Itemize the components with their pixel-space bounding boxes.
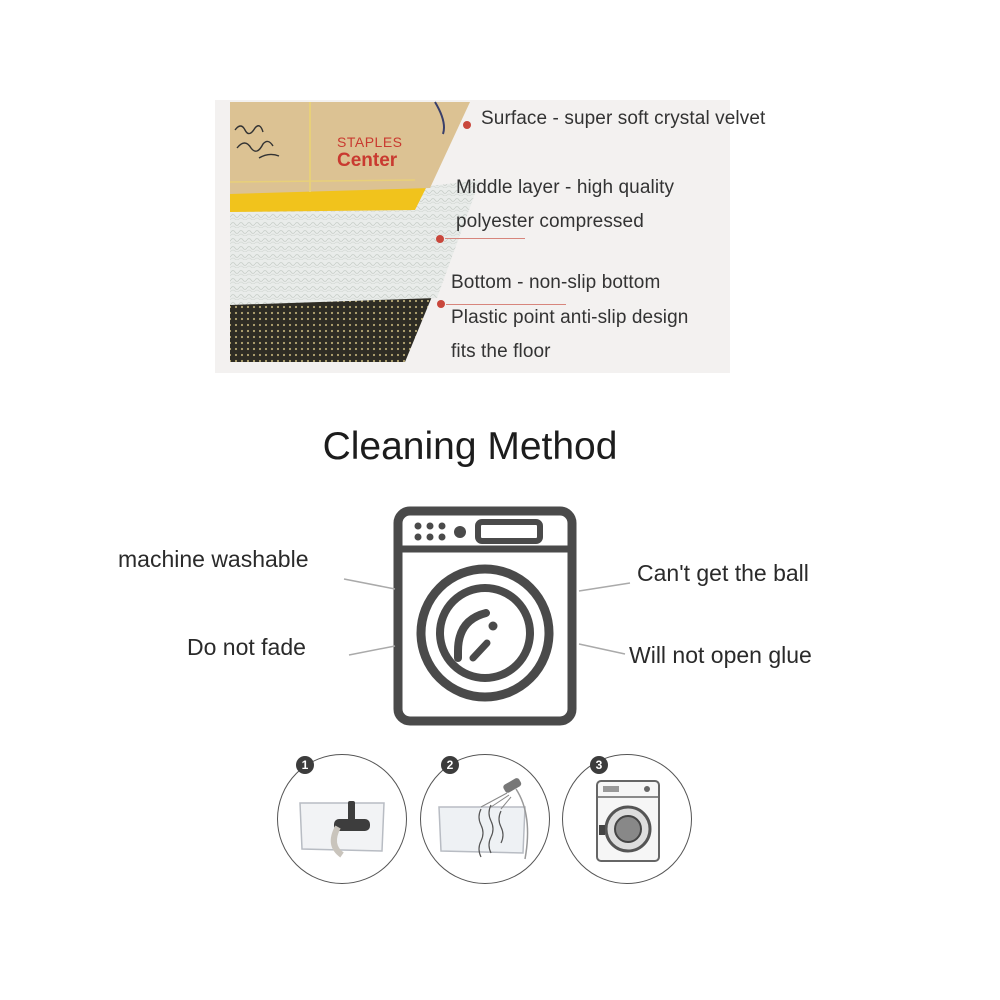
surface-dot — [463, 121, 471, 129]
step-1-circle — [277, 754, 407, 884]
step-2-circle — [420, 754, 550, 884]
brand-line-center: Center — [337, 150, 398, 171]
bottom-label-line2: Plastic point anti-slip design — [451, 307, 689, 328]
connector-line — [575, 640, 630, 660]
feature-cant-get-ball: Can't get the ball — [637, 560, 809, 586]
connector-line — [575, 578, 635, 598]
shower-rinse-icon — [421, 755, 549, 883]
surface-label: Surface - super soft crystal velvet — [481, 108, 766, 129]
washing-machine-step-icon — [563, 755, 691, 883]
layer-cross-section-illustration — [215, 100, 730, 373]
brand-logo — [337, 134, 403, 172]
bottom-label-line1: Bottom - non-slip bottom — [451, 272, 661, 293]
feature-do-not-fade: Do not fade — [187, 634, 306, 660]
bottom-dot — [437, 300, 445, 308]
layer-diagram — [215, 100, 730, 373]
step-3-circle — [562, 754, 692, 884]
feature-machine-washable: machine washable — [118, 546, 309, 572]
vacuum-icon — [278, 755, 406, 883]
step-1-badge: 1 — [296, 756, 314, 774]
connector-line — [340, 575, 400, 595]
middle-label-line1: Middle layer - high quality — [456, 177, 675, 198]
step-2-badge: 2 — [441, 756, 459, 774]
connector-line — [345, 642, 400, 662]
bottom-label-line3: fits the floor — [451, 341, 551, 362]
cleaning-method-title: Cleaning Method — [322, 425, 618, 468]
brand-line-staples: STAPLES — [337, 134, 403, 150]
washing-machine-icon — [390, 505, 580, 727]
middle-label-line2: polyester compressed — [456, 211, 644, 232]
feature-will-not-open-glue: Will not open glue — [629, 642, 812, 668]
middle-dot — [436, 235, 444, 243]
step-3-badge: 3 — [590, 756, 608, 774]
